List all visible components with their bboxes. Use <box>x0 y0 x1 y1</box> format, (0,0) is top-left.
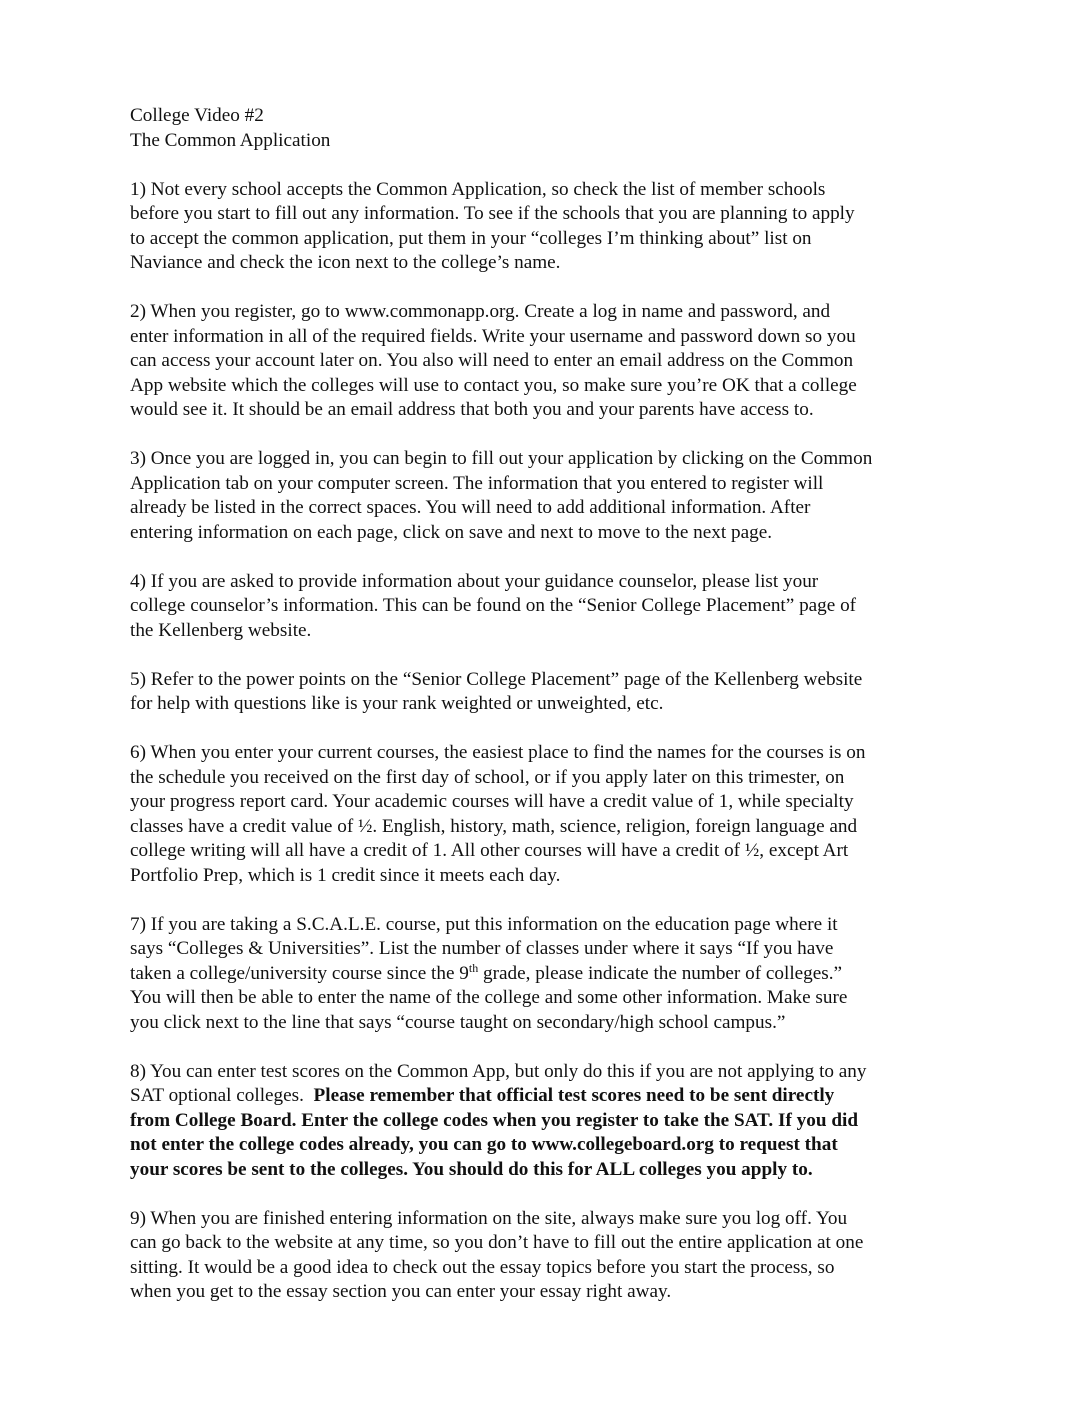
item-2-line: would see it. It should be an email address that both you and your parents have access to. <box>130 399 814 420</box>
item-7-line: you click next to the line that says “course taught on secondary/high school campus.” <box>130 1011 786 1033</box>
item-6-line: classes have a credit value of ½. English, history, math, science, religion, foreign language and <box>130 815 858 837</box>
item-6-line: your progress report card. Your academic courses will have a credit value of 1, while specialty <box>130 791 854 812</box>
document-subtitle: The Common Application <box>130 129 331 151</box>
item-3-line: already be listed in the correct spaces. You will need to add additional information. After <box>130 497 811 518</box>
item-4-line: 4) If you are asked to provide information about your guidance counselor, please list your <box>130 570 819 592</box>
item-6-line: the schedule you received on the first day of school, or if you apply later on this trimester, on <box>130 766 845 788</box>
item-8-bold-text: Please remember that official test scores need to be sent directly <box>313 1085 835 1106</box>
item-7-line: says “Colleges & Universities”. List the number of classes under where it says “If you have <box>130 938 834 959</box>
item-7-paragraph <box>130 913 970 1036</box>
item-3-line: entering information on each page, click on save and next to move to the next page. <box>130 521 773 543</box>
item-6-paragraph <box>130 741 970 888</box>
item-9-paragraph <box>130 1207 970 1305</box>
item-7-line-end: grade, please indicate the number of colleges.” <box>478 962 843 984</box>
item-9-line: sitting. It would be a good idea to check out the essay topics before you start the process, so <box>130 1256 835 1278</box>
item-1-line: to accept the common application, put them in your “colleges I’m thinking about” list on <box>130 227 812 249</box>
document-page <box>130 104 970 1305</box>
item-6-line: 6) When you enter your current courses, the easiest place to find the names for the courses is on <box>130 742 866 763</box>
item-8-bold-line: not enter the college codes already, you can go to www.collegeboard.org to request that <box>130 1134 838 1155</box>
item-7-line-start: taken a college/university course since the 9 <box>130 962 469 984</box>
item-8-line: 8) You can enter test scores on the Common App, but only do this if you are not applying to any <box>130 1060 867 1082</box>
item-9-line: when you get to the essay section you can enter your essay right away. <box>130 1281 672 1302</box>
item-5-line: for help with questions like is your rank weighted or unweighted, etc. <box>130 693 664 714</box>
item-8-bold-line: from College Board. Enter the college codes when you register to take the SAT. If you did <box>130 1109 858 1131</box>
item-9-line: 9) When you are finished entering information on the site, always make sure you log off. You <box>130 1207 848 1229</box>
item-6-line: Portfolio Prep, which is 1 credit since it meets each day. <box>130 864 561 886</box>
item-1-line: Naviance and check the icon next to the college’s name. <box>130 252 561 273</box>
item-7-line: You will then be able to enter the name of the college and some other information. Make sure <box>130 987 848 1008</box>
item-3-line: 3) Once you are logged in, you can begin to fill out your application by clicking on the Common <box>130 448 873 469</box>
item-5-line: 5) Refer to the power points on the “Senior College Placement” page of the Kellenberg website <box>130 668 863 690</box>
item-8-line-plain: SAT optional colleges. <box>130 1085 314 1106</box>
item-2-line: enter information in all of the required fields. Write your username and password down so you <box>130 325 856 347</box>
item-3-paragraph <box>130 447 970 545</box>
item-1-line: before you start to fill out any information. To see if the schools that you are planning to apply <box>130 203 855 224</box>
item-4-paragraph <box>130 570 970 644</box>
item-6-line: college writing will all have a credit of 1. All other courses will have a credit of ½, except Art <box>130 840 849 861</box>
item-1-paragraph <box>130 178 970 276</box>
superscript: th <box>468 960 479 975</box>
item-4-line: the Kellenberg website. <box>130 619 312 641</box>
item-7-line: 7) If you are taking a S.C.A.L.E. course, put this information on the education page where it <box>130 913 838 935</box>
item-2-line: can access your account later on. You also will need to enter an email address on the Common <box>130 350 854 371</box>
item-2-line: 2) When you register, go to www.commonapp.org. Create a log in name and password, and <box>130 301 831 322</box>
item-8-bold-line: your scores be sent to the colleges. You should do this for ALL colleges you apply to. <box>130 1158 813 1180</box>
item-8-line <box>130 1084 970 1109</box>
item-9-line: can go back to the website at any time, so you don’t have to fill out the entire application at one <box>130 1232 864 1253</box>
item-7-line <box>130 962 970 987</box>
item-4-line: college counselor’s information. This can be found on the “Senior College Placement” page of <box>130 595 857 616</box>
item-3-line: Application tab on your computer screen. The information that you entered to register will <box>130 472 824 494</box>
document-title: College Video #2 <box>130 105 264 126</box>
item-2-line: App website which the colleges will use to contact you, so make sure you’re OK that a college <box>130 374 857 396</box>
item-1-line: 1) Not every school accepts the Common Application, so check the list of member schools <box>130 178 826 200</box>
item-5-paragraph <box>130 668 970 717</box>
item-8-paragraph <box>130 1060 970 1183</box>
item-2-paragraph <box>130 300 970 423</box>
